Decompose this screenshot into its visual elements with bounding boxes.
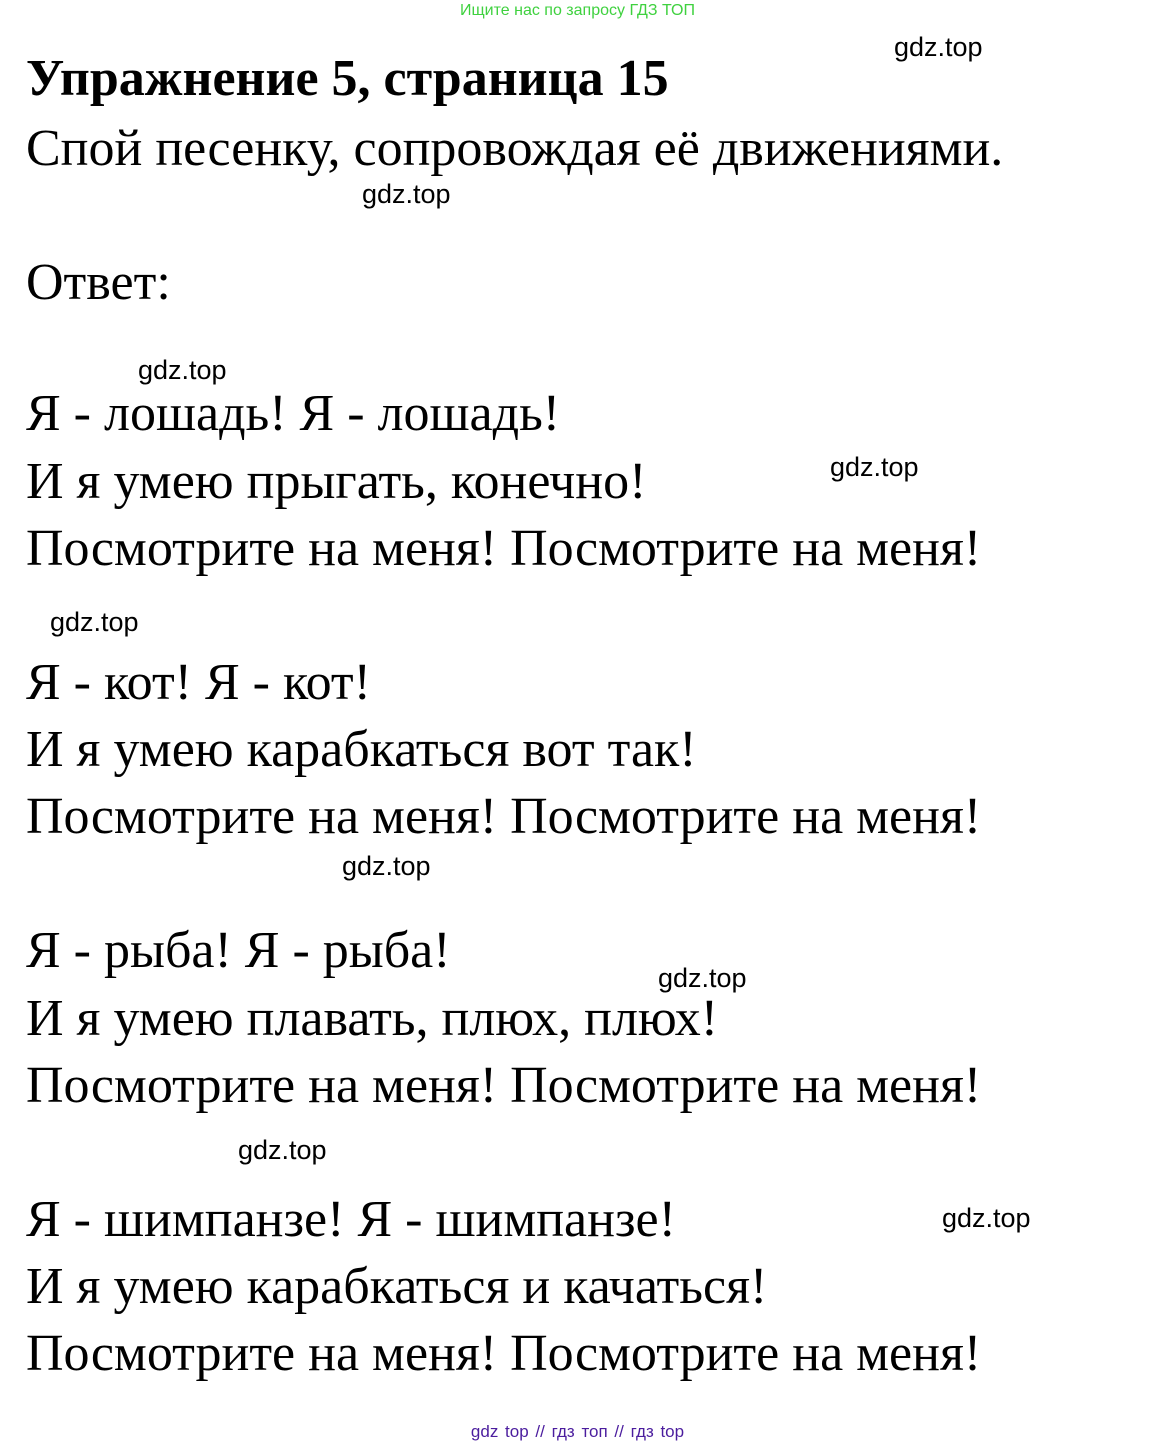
watermark: gdz.top — [138, 355, 227, 385]
stanza-1-line-1: Я - лошадь! Я - лошадь! — [26, 385, 561, 442]
stanza-4-line-2: И я умею карабкаться и качаться! — [26, 1258, 768, 1315]
watermark: gdz.top — [238, 1135, 327, 1165]
footer-links: gdz top // гдз топ // гдз top — [470, 1422, 685, 1441]
stanza-3-line-1: Я - рыба! Я - рыба! — [26, 922, 451, 979]
watermark: gdz.top — [658, 963, 747, 993]
stanza-3-line-3: Посмотрите на меня! Посмотрите на меня! — [26, 1057, 982, 1114]
watermark: gdz.top — [942, 1203, 1031, 1233]
stanza-2-line-1: Я - кот! Я - кот! — [26, 654, 371, 711]
watermark: gdz.top — [894, 32, 983, 62]
answer-label: Ответ: — [26, 254, 171, 311]
stanza-1-line-3: Посмотрите на меня! Посмотрите на меня! — [26, 520, 982, 577]
watermark: gdz.top — [50, 607, 139, 637]
watermark: gdz.top — [830, 452, 919, 482]
stanza-3-line-2: И я умею плавать, плюх, плюх! — [26, 990, 719, 1047]
stanza-1-line-2: И я умею прыгать, конечно! — [26, 453, 647, 510]
stanza-4-line-3: Посмотрите на меня! Посмотрите на меня! — [26, 1325, 982, 1382]
stanza-2-line-3: Посмотрите на меня! Посмотрите на меня! — [26, 788, 982, 845]
watermark: gdz.top — [362, 179, 451, 209]
stanza-2-line-2: И я умею карабкаться вот так! — [26, 721, 697, 778]
task-text: Спой песенку, сопровождая её движениями. — [26, 120, 1004, 177]
top-banner: Ищите нас по запросу ГДЗ ТОП — [460, 2, 695, 19]
watermark: gdz.top — [342, 851, 431, 881]
exercise-heading: Упражнение 5, страница 15 — [26, 50, 669, 107]
stanza-4-line-1: Я - шимпанзе! Я - шимпанзе! — [26, 1191, 676, 1248]
